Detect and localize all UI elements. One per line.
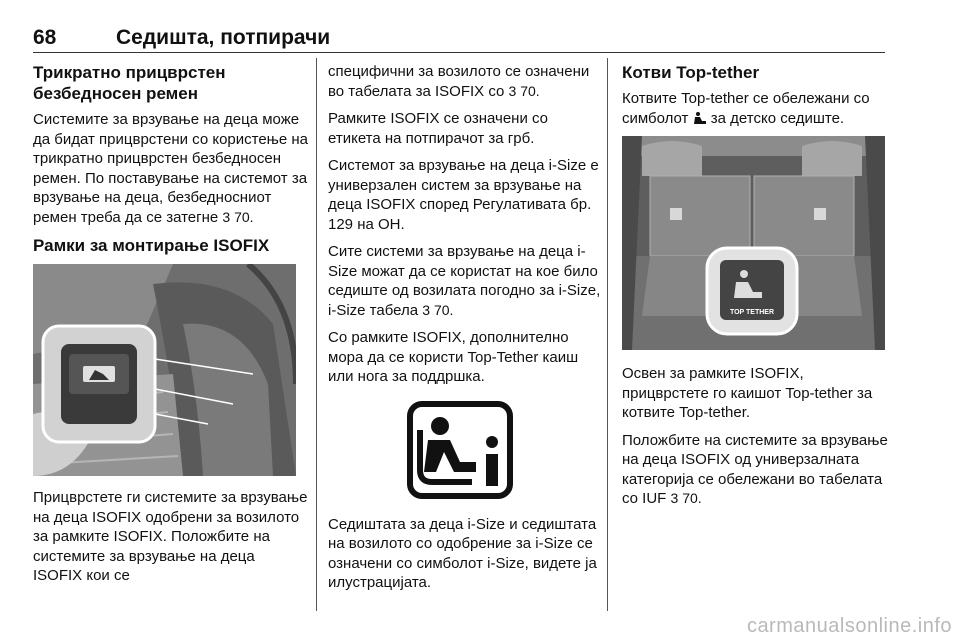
paragraph-top-tether-symbol: Котвите Top-tether се обележани со симболот за детско седиште. xyxy=(622,90,870,127)
paragraph-belt: Системите за врзување на деца може да бидат прицврстени со користење на трикратно прицврстен безбедносен ремен. По поставување на системот за врзување на деца, безбедносниот ремен треба да се затегне 3 70. xyxy=(33,111,308,226)
page-reference: 3 70. xyxy=(508,82,540,99)
heading-top-tether: Котви Top-tether xyxy=(622,63,760,82)
column-3 xyxy=(622,62,890,517)
page-title: Седишта, потпирачи xyxy=(116,26,331,49)
trunk-illustration xyxy=(622,136,885,350)
child-seat-icon xyxy=(693,111,707,125)
paragraph-attach-top-tether: Освен за рамките ISOFIX, прицврстете го каишот Top-tether за котвите Top-tether. xyxy=(622,365,873,421)
top-tether-label: TOP TETHER xyxy=(729,309,775,316)
column-2 xyxy=(328,62,603,601)
column-1 xyxy=(33,62,308,594)
header-rule xyxy=(33,52,885,53)
page-reference: 3 70. xyxy=(670,490,702,506)
watermark: carmanualsonline.info xyxy=(746,615,952,637)
column-divider-1 xyxy=(316,58,317,611)
paragraph-iuf-table: Положбите на системите за врзување на деца ISOFIX од универзалната категорија се обележани во табелата со IUF 3 70. xyxy=(622,431,888,507)
isize-symbol-figure xyxy=(328,395,591,505)
paragraph-attach-isofix: Прицврстете ги системите за врзување на деца ISOFIX одобрени за возилото за рамките ISOFIX. Положбите на системите за врзување на деца ISOFIX кои се xyxy=(33,489,308,584)
heading-isofix-brackets: Рамки за монтирање ISOFIX xyxy=(33,236,270,255)
column-divider-2 xyxy=(607,58,608,611)
isofix-seat-image xyxy=(33,264,296,476)
trunk-image xyxy=(622,136,885,350)
paragraph-isize-all: Сите системи за врзување на деца i-Size можат да се користат на кое било седиште од возилата погодно за i-Size, i-Size табела 3 70. xyxy=(328,243,601,319)
paragraph-isofix-labels: Рамките ISOFIX се означени со етикета на потпирачот за грб. xyxy=(328,110,549,147)
page-reference: 3 70. xyxy=(222,208,254,225)
paragraph-isize-system: Системот за врзување на деца i-Size е универзален систем за врзување на деца ISOFIX според Регулативата бр. 129 на ОН. xyxy=(328,157,599,233)
paragraph-top-tether: Со рамките ISOFIX, дополнително мора да се користи Top-Tether каиш или нога за поддршка. xyxy=(328,329,579,385)
isize-icon xyxy=(406,400,514,500)
heading-three-point-belt: Трикратно прицврстен безбедносен ремен xyxy=(33,63,226,103)
page-reference: 3 70. xyxy=(422,301,454,318)
page-number: 68 xyxy=(33,26,57,49)
paragraph-isofix-table: специфични за возилото се означени во табелата за ISOFIX со 3 70. xyxy=(328,63,590,100)
isofix-seat-illustration xyxy=(33,264,296,476)
paragraph-isize-seats: Седиштата за деца i-Size и седиштата на возилото со одобрение за i-Size се означени со симболот i-Size, видете ја илустрацијата. xyxy=(328,515,597,591)
